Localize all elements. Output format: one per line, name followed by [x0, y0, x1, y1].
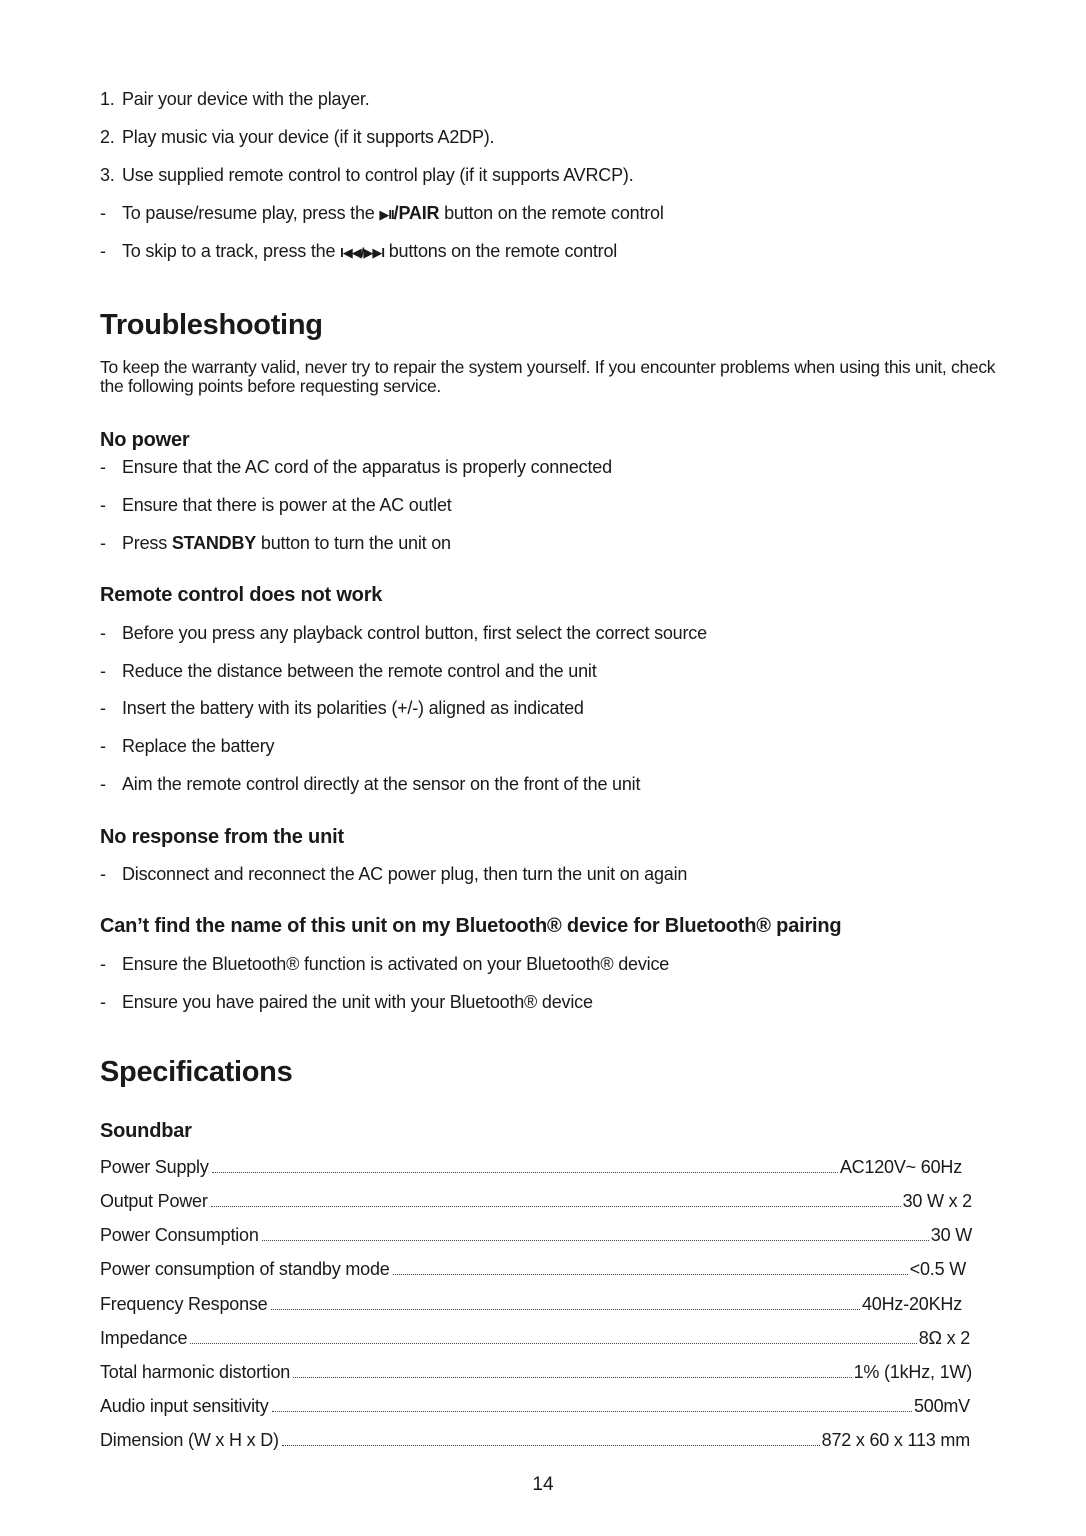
troubleshooting-title: Troubleshooting — [100, 309, 323, 341]
spec-label: Power consumption of standby mode — [100, 1259, 390, 1279]
tip-text: To skip to a track, press the — [122, 241, 341, 261]
list-item: - Press STANDBY button to turn the unit on — [100, 533, 451, 553]
leader-dots — [212, 1172, 838, 1173]
spec-value: 872 x 60 x 113 mm — [821, 1430, 970, 1450]
step-number: 2. — [100, 127, 115, 147]
tip-text: button on the remote control — [439, 203, 664, 223]
spec-value: 40Hz-20KHz — [861, 1294, 962, 1314]
remote-heading: Remote control does not work — [100, 584, 383, 606]
list-item: - Ensure the Bluetooth® function is activated on your Bluetooth® device — [100, 954, 670, 974]
spec-label: Dimension (W x H x D) — [100, 1430, 279, 1450]
list-item: - Aim the remote control directly at the sensor on the front of the unit — [100, 774, 641, 794]
list-item: - Before you press any playback control button, first select the correct source — [100, 623, 707, 643]
specifications-title: Specifications — [100, 1056, 293, 1088]
spec-value: 1% (1kHz, 1W) — [853, 1362, 972, 1382]
spec-value: 30 W — [930, 1225, 972, 1245]
no-power-heading: No power — [100, 429, 190, 451]
tip-text: buttons on the remote control — [383, 241, 618, 261]
leader-dots — [272, 1411, 912, 1412]
soundbar-subtitle: Soundbar — [100, 1120, 192, 1142]
list-item: - Ensure that the AC cord of the apparatus is properly connected — [100, 457, 612, 477]
play-pause-icon: ▶II — [379, 207, 394, 222]
spec-row — [100, 1258, 966, 1280]
spec-label: Impedance — [100, 1328, 188, 1348]
pair-label: /PAIR — [393, 203, 440, 223]
no-response-heading: No response from the unit — [100, 826, 344, 848]
list-item: - Ensure you have paired the unit with your Bluetooth® device — [100, 992, 593, 1012]
leader-dots — [262, 1240, 929, 1241]
bluetooth-heading: Can’t find the name of this unit on my Bluetooth® device for Bluetooth® pairing — [100, 915, 842, 937]
leader-dots — [393, 1274, 908, 1275]
spec-row — [100, 1327, 970, 1349]
spec-row — [100, 1429, 970, 1451]
spec-label: Power Supply — [100, 1157, 209, 1177]
standby-label: STANDBY — [171, 533, 257, 553]
spec-label: Frequency Response — [100, 1294, 268, 1314]
spec-row — [100, 1224, 972, 1246]
spec-row — [100, 1190, 972, 1212]
leader-dots — [190, 1343, 916, 1344]
tip-pause: - To pause/resume play, press the ▶II/PAIR button on the remote control — [100, 203, 664, 223]
step-1 — [100, 88, 370, 110]
skip-icon: I◀◀/▶▶I — [340, 245, 384, 260]
list-item: - Disconnect and reconnect the AC power plug, then turn the unit on again — [100, 864, 688, 884]
spec-row — [100, 1293, 962, 1315]
list-item: - Reduce the distance between the remote control and the unit — [100, 661, 597, 681]
step-number: 1. — [100, 89, 115, 109]
spec-value: 30 W x 2 — [902, 1191, 972, 1211]
spec-value: AC120V~ 60Hz — [839, 1157, 962, 1177]
tip-text: To pause/resume play, press the — [122, 203, 380, 223]
page-number: 14 — [532, 1474, 554, 1495]
leader-dots — [293, 1377, 851, 1378]
spec-label: Audio input sensitivity — [100, 1396, 269, 1416]
leader-dots — [271, 1309, 860, 1310]
list-item: - Insert the battery with its polarities (+/-) aligned as indicated — [100, 698, 584, 718]
leader-dots — [282, 1445, 820, 1446]
spec-label: Power Consumption — [100, 1225, 259, 1245]
troubleshooting-intro: To keep the warranty valid, never try to repair the system yourself. If you encounter problems when using this unit, check the following points before requesting service. — [100, 357, 996, 396]
spec-label: Output Power — [100, 1191, 208, 1211]
spec-row — [100, 1395, 970, 1417]
spec-row — [100, 1361, 972, 1383]
list-item: - Replace the battery — [100, 736, 275, 756]
spec-label: Total harmonic distortion — [100, 1362, 291, 1382]
tip-skip: - To skip to a track, press the I◀◀/▶▶I buttons on the remote control — [100, 241, 618, 261]
leader-dots — [211, 1206, 901, 1207]
step-text: Pair your device with the player. — [122, 89, 370, 109]
step-3 — [100, 164, 634, 186]
step-2 — [100, 126, 494, 148]
spec-value: 500mV — [913, 1396, 970, 1416]
list-item: - Ensure that there is power at the AC outlet — [100, 495, 452, 515]
step-text: Play music via your device (if it supports A2DP). — [122, 127, 495, 147]
spec-row — [100, 1156, 962, 1178]
step-text: Use supplied remote control to control play (if it supports AVRCP). — [122, 165, 634, 185]
step-number: 3. — [100, 165, 115, 185]
spec-value: <0.5 W — [909, 1259, 966, 1279]
spec-value: 8Ω x 2 — [918, 1328, 970, 1348]
